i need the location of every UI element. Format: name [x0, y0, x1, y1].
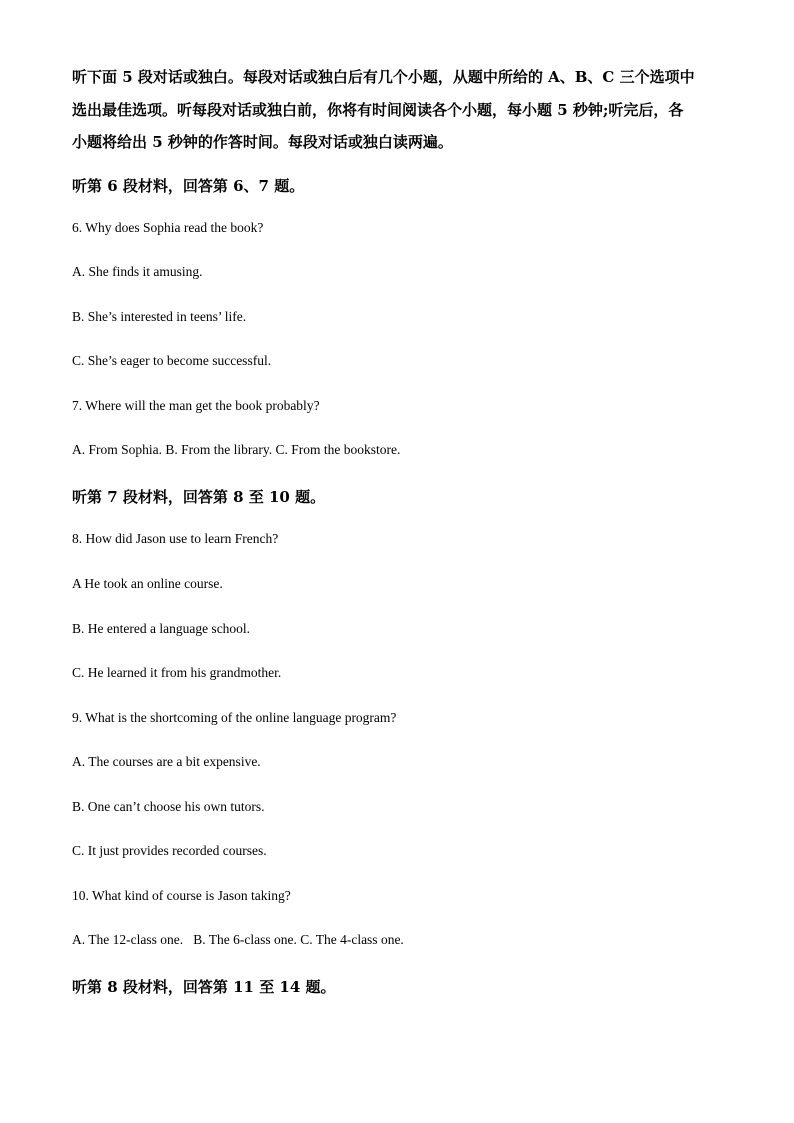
question-8: 8. How did Jason use to learn French?: [72, 531, 279, 546]
option-9b: B. One can’t choose his own tutors.: [72, 799, 265, 814]
option-9c: C. It just provides recorded courses.: [72, 843, 267, 858]
section-heading-8: 听第 8 段材料，回答第 11 至 14 题。: [72, 978, 336, 996]
options-10: A. The 12-class one. B. The 6-class one. C. The 4-class one.: [72, 932, 404, 947]
question-9: 9. What is the shortcoming of the online language program?: [72, 710, 397, 725]
instructions-line-3: 小题将给出 5 秒钟的作答时间。每段对话或独白读两遍。: [72, 133, 453, 151]
instructions-line-2: 选出最佳选项。听每段对话或独白前，你将有时间阅读各个小题，每小题 5 秒钟;听完后，各: [72, 101, 684, 119]
option-6c: C. She’s eager to become successful.: [72, 353, 272, 368]
option-8b: B. He entered a language school.: [72, 621, 251, 636]
instructions-line-1: 听下面 5 段对话或独白。每段对话或独白后有几个小题，从题中所给的 A、B、C 三个选项中: [72, 68, 695, 86]
option-6b: B. She’s interested in teens’ life.: [72, 309, 247, 324]
question-7: 7. Where will the man get the book probably?: [72, 398, 320, 413]
question-10: 10. What kind of course is Jason taking?: [72, 888, 291, 903]
section-heading-7: 听第 7 段材料，回答第 8 至 10 题。: [72, 488, 326, 506]
section-heading-6: 听第 6 段材料，回答第 6、7 题。: [72, 177, 305, 195]
option-8c: C. He learned it from his grandmother.: [72, 665, 282, 680]
option-8a: A He took an online course.: [72, 576, 223, 591]
option-6a: A. She finds it amusing.: [72, 264, 203, 279]
options-7: A. From Sophia. B. From the library. C. From the bookstore.: [72, 442, 401, 457]
option-9a: A. The courses are a bit expensive.: [72, 754, 261, 769]
question-6: 6. Why does Sophia read the book?: [72, 220, 264, 235]
